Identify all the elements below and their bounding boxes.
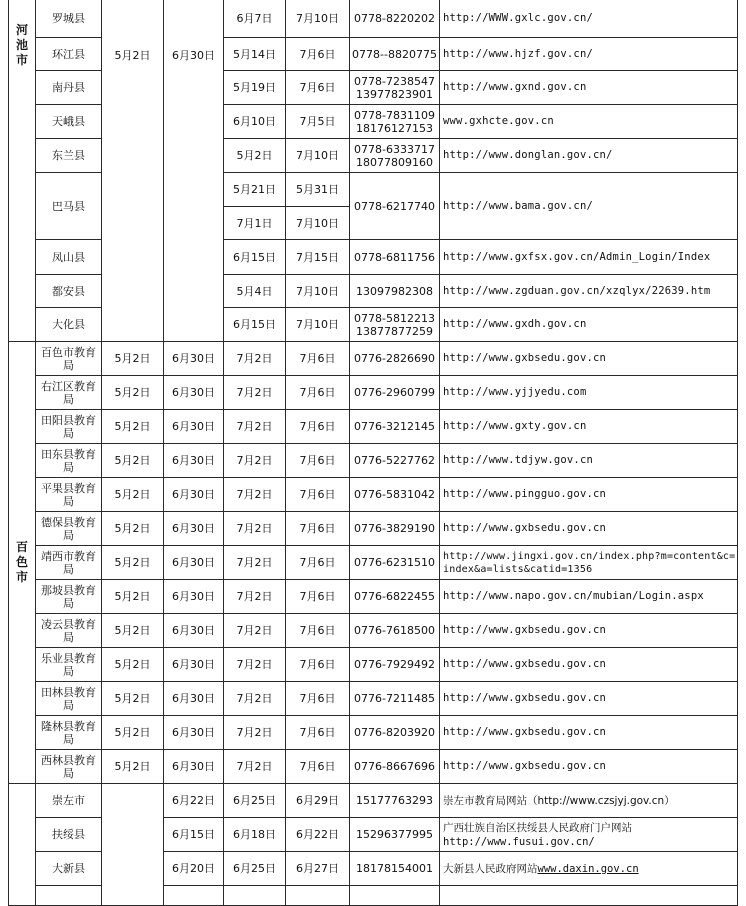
unit-cell: 田阳县教育局 xyxy=(36,410,102,444)
county-cell: 都安县 xyxy=(36,275,102,308)
county-cell: 南丹县 xyxy=(36,71,102,105)
phone-cell: 15177763293 xyxy=(350,784,440,818)
county-cell: 大化县 xyxy=(36,308,102,342)
start-date-cell: 5月2日 xyxy=(102,0,164,342)
date-cell: 7月2日 xyxy=(224,512,286,546)
phone-cell: 0776-3829190 xyxy=(350,512,440,546)
city-cell-hechi: 河池市 xyxy=(9,0,36,342)
unit-cell: 田东县教育局 xyxy=(36,444,102,478)
date-cell: 7月6日 xyxy=(286,478,350,512)
phone-cell: 0776-7618500 xyxy=(350,614,440,648)
phone-cell: 0776-2826690 xyxy=(350,342,440,376)
phone-cell: 0776-8667696 xyxy=(350,750,440,784)
city-cell-baise: 百色市 xyxy=(9,342,36,784)
unit-cell: 大新县 xyxy=(36,852,102,886)
url-cell[interactable]: http://www.gxbsedu.gov.cn xyxy=(440,682,738,716)
date-cell: 6月25日 xyxy=(224,784,286,818)
phone-cell xyxy=(350,886,440,906)
url-cell[interactable]: http://www.jingxi.gov.cn/index.php?m=content&c=index&a=lists&catid=1356 xyxy=(440,546,738,580)
table-row xyxy=(9,0,738,38)
date-cell: 7月2日 xyxy=(224,376,286,410)
url-cell[interactable]: http://www.gxbsedu.gov.cn xyxy=(440,614,738,648)
date-cell: 7月6日 xyxy=(286,342,350,376)
phone-cell: 0778-7831109 18176127153 xyxy=(350,105,440,139)
date-cell: 7月6日 xyxy=(286,546,350,580)
end-date-cell: 6月30日 xyxy=(164,648,224,682)
end-date-cell: 6月30日 xyxy=(164,750,224,784)
end-date-cell: 6月30日 xyxy=(164,478,224,512)
table-row xyxy=(9,614,738,648)
date-cell: 7月6日 xyxy=(286,38,350,71)
date-cell: 5月14日 xyxy=(224,38,286,71)
date-cell: 6月7日 xyxy=(224,0,286,38)
site-cell xyxy=(440,886,738,906)
date-cell: 7月5日 xyxy=(286,105,350,139)
url-cell[interactable]: http://www.napo.gov.cn/mubian/Login.aspx xyxy=(440,580,738,614)
unit-cell: 靖西市教育局 xyxy=(36,546,102,580)
start-date-cell: 5月2日 xyxy=(102,648,164,682)
phone-cell: 18178154001 xyxy=(350,852,440,886)
phone-cell: 15296377995 xyxy=(350,818,440,852)
date-cell: 7月10日 xyxy=(286,207,350,240)
date-cell: 7月2日 xyxy=(224,546,286,580)
start-date-cell: 5月2日 xyxy=(102,716,164,750)
table-row xyxy=(9,512,738,546)
date-cell: 5月21日 xyxy=(224,173,286,207)
start-date-cell: 5月2日 xyxy=(102,444,164,478)
date-cell: 7月6日 xyxy=(286,376,350,410)
date-cell: 7月6日 xyxy=(286,614,350,648)
date-cell: 6月25日 xyxy=(224,852,286,886)
end-date-cell: 6月30日 xyxy=(164,0,224,342)
table-row xyxy=(9,410,738,444)
start-date-cell: 5月2日 xyxy=(102,376,164,410)
phone-cell: 0776-8203920 xyxy=(350,716,440,750)
unit-cell xyxy=(36,886,102,906)
date-cell: 6月27日 xyxy=(286,852,350,886)
url-cell[interactable]: http://www.hjzf.gov.cn/ xyxy=(440,38,738,71)
phone-cell: 0776-7929492 xyxy=(350,648,440,682)
date-cell: 5月19日 xyxy=(224,71,286,105)
date-cell: 7月6日 xyxy=(286,410,350,444)
unit-cell: 那坡县教育局 xyxy=(36,580,102,614)
unit-cell: 崇左市 xyxy=(36,784,102,818)
table-row xyxy=(9,784,738,818)
unit-cell: 扶绥县 xyxy=(36,818,102,852)
table-row xyxy=(9,376,738,410)
date-cell: 7月2日 xyxy=(224,614,286,648)
end-date-cell: 6月30日 xyxy=(164,580,224,614)
start-date-cell: 5月2日 xyxy=(102,580,164,614)
table-row xyxy=(9,682,738,716)
date-cell: 7月6日 xyxy=(286,580,350,614)
date-cell: 7月2日 xyxy=(224,478,286,512)
end-date-cell: 6月30日 xyxy=(164,342,224,376)
date-cell: 7月2日 xyxy=(224,342,286,376)
end-date-cell xyxy=(164,886,224,906)
site-cell[interactable]: 广西壮族自治区扶绥县人民政府门户网站 http://www.fusui.gov.cn/ xyxy=(440,818,738,852)
unit-cell: 乐业县教育局 xyxy=(36,648,102,682)
phone-cell: 0778-6811756 xyxy=(350,240,440,275)
date-cell: 7月2日 xyxy=(224,444,286,478)
table-row xyxy=(9,750,738,784)
county-cell: 巴马县 xyxy=(36,173,102,240)
date-cell: 7月2日 xyxy=(224,716,286,750)
url-cell[interactable]: http://www.pingguo.gov.cn xyxy=(440,478,738,512)
url-cell[interactable]: http://WWW.gxlc.gov.cn/ xyxy=(440,0,738,38)
table-row xyxy=(9,342,738,376)
date-cell: 7月6日 xyxy=(286,512,350,546)
end-date-cell: 6月15日 xyxy=(164,818,224,852)
date-cell: 7月1日 xyxy=(224,207,286,240)
phone-cell: 13097982308 xyxy=(350,275,440,308)
end-date-cell: 6月30日 xyxy=(164,682,224,716)
start-date-cell: 5月2日 xyxy=(102,478,164,512)
county-cell: 罗城县 xyxy=(36,0,102,38)
url-cell[interactable]: http://www.gxdh.gov.cn xyxy=(440,308,738,342)
phone-cell: 0778-5812213 13877877259 xyxy=(350,308,440,342)
unit-cell: 德保县教育局 xyxy=(36,512,102,546)
site-cell[interactable]: 崇左市教育局网站（http://www.czsjyj.gov.cn） xyxy=(440,784,738,818)
start-date-cell: 5月2日 xyxy=(102,682,164,716)
unit-cell: 凌云县教育局 xyxy=(36,614,102,648)
table-row xyxy=(9,546,738,580)
table-row xyxy=(9,478,738,512)
date-cell xyxy=(286,886,350,906)
phone-cell: 0778-7238547 13977823901 xyxy=(350,71,440,105)
url-cell[interactable]: http://www.gxbsedu.gov.cn xyxy=(440,750,738,784)
end-date-cell: 6月30日 xyxy=(164,376,224,410)
start-date-cell: 5月2日 xyxy=(102,546,164,580)
start-date-cell: 5月2日 xyxy=(102,342,164,376)
url-cell[interactable]: http://www.gxbsedu.gov.cn xyxy=(440,342,738,376)
phone-cell: 0778-6333717 18077809160 xyxy=(350,139,440,173)
end-date-cell: 6月30日 xyxy=(164,444,224,478)
date-cell: 5月31日 xyxy=(286,173,350,207)
url-cell[interactable]: http://www.donglan.gov.cn/ xyxy=(440,139,738,173)
url-cell[interactable]: http://www.gxnd.gov.cn xyxy=(440,71,738,105)
start-date-cell: 5月2日 xyxy=(102,410,164,444)
phone-cell: 0776-6231510 xyxy=(350,546,440,580)
date-cell: 7月6日 xyxy=(286,716,350,750)
url-cell[interactable]: www.gxhcte.gov.cn xyxy=(440,105,738,139)
url-cell[interactable]: http://www.yjjyedu.com xyxy=(440,376,738,410)
end-date-cell: 6月22日 xyxy=(164,784,224,818)
unit-cell: 平果县教育局 xyxy=(36,478,102,512)
date-cell: 7月2日 xyxy=(224,410,286,444)
city-cell-chongzuo xyxy=(9,784,36,906)
date-cell: 7月10日 xyxy=(286,0,350,38)
date-cell: 7月2日 xyxy=(224,648,286,682)
date-cell: 6月15日 xyxy=(224,240,286,275)
url-cell[interactable]: http://www.gxbsedu.gov.cn xyxy=(440,512,738,546)
table-row xyxy=(9,716,738,750)
phone-cell: 0778-8220202 xyxy=(350,0,440,38)
phone-cell: 0778-6217740 xyxy=(350,173,440,240)
url-cell[interactable]: http://www.gxty.gov.cn xyxy=(440,410,738,444)
date-cell: 7月10日 xyxy=(286,308,350,342)
date-cell: 7月10日 xyxy=(286,139,350,173)
end-date-cell: 6月30日 xyxy=(164,546,224,580)
start-date-cell: 5月2日 xyxy=(102,750,164,784)
unit-cell: 隆林县教育局 xyxy=(36,716,102,750)
url-cell[interactable]: http://www.bama.gov.cn/ xyxy=(440,173,738,240)
end-date-cell: 6月30日 xyxy=(164,716,224,750)
url-cell[interactable]: http://www.gxbsedu.gov.cn xyxy=(440,648,738,682)
phone-cell: 0776-5227762 xyxy=(350,444,440,478)
date-cell: 7月6日 xyxy=(286,648,350,682)
start-date-cell: 5月2日 xyxy=(102,512,164,546)
date-cell: 5月4日 xyxy=(224,275,286,308)
site-cell[interactable]: 大新县人民政府网站www.daxin.gov.cn xyxy=(440,852,738,886)
date-cell: 7月6日 xyxy=(286,750,350,784)
unit-cell: 田林县教育局 xyxy=(36,682,102,716)
phone-cell: 0776-3212145 xyxy=(350,410,440,444)
date-cell: 6月15日 xyxy=(224,308,286,342)
date-cell: 6月22日 xyxy=(286,818,350,852)
date-cell: 5月2日 xyxy=(224,139,286,173)
date-cell: 7月2日 xyxy=(224,580,286,614)
date-cell: 7月2日 xyxy=(224,682,286,716)
date-cell: 7月15日 xyxy=(286,240,350,275)
county-cell: 东兰县 xyxy=(36,139,102,173)
date-cell: 7月6日 xyxy=(286,71,350,105)
unit-cell: 右江区教育局 xyxy=(36,376,102,410)
date-cell: 7月10日 xyxy=(286,275,350,308)
date-cell: 7月6日 xyxy=(286,444,350,478)
date-cell: 7月2日 xyxy=(224,750,286,784)
county-cell: 凤山县 xyxy=(36,240,102,275)
url-cell[interactable]: http://www.gxbsedu.gov.cn xyxy=(440,716,738,750)
phone-cell: 0776-7211485 xyxy=(350,682,440,716)
start-date-cell: 5月2日 xyxy=(102,614,164,648)
end-date-cell: 6月30日 xyxy=(164,614,224,648)
phone-cell: 0776-5831042 xyxy=(350,478,440,512)
url-cell[interactable]: http://www.zgduan.gov.cn/xzqlyx/22639.htm xyxy=(440,275,738,308)
date-cell: 7月6日 xyxy=(286,682,350,716)
date-cell: 6月18日 xyxy=(224,818,286,852)
date-cell: 6月29日 xyxy=(286,784,350,818)
table-row xyxy=(9,444,738,478)
unit-cell: 百色市教育局 xyxy=(36,342,102,376)
table-row xyxy=(9,648,738,682)
url-cell[interactable]: http://www.tdjyw.gov.cn xyxy=(440,444,738,478)
date-cell: 6月10日 xyxy=(224,105,286,139)
county-cell: 环江县 xyxy=(36,38,102,71)
end-date-cell: 6月20日 xyxy=(164,852,224,886)
url-cell[interactable]: http://www.gxfsx.gov.cn/Admin_Login/Index xyxy=(440,240,738,275)
phone-cell: 0776-6822455 xyxy=(350,580,440,614)
start-date-cell xyxy=(102,784,164,906)
schedule-table xyxy=(8,0,738,906)
county-cell: 天峨县 xyxy=(36,105,102,139)
end-date-cell: 6月30日 xyxy=(164,410,224,444)
phone-cell: 0776-2960799 xyxy=(350,376,440,410)
date-cell xyxy=(224,886,286,906)
unit-cell: 西林县教育局 xyxy=(36,750,102,784)
end-date-cell: 6月30日 xyxy=(164,512,224,546)
phone-cell: 0778--8820775 xyxy=(350,38,440,71)
table-row xyxy=(9,580,738,614)
